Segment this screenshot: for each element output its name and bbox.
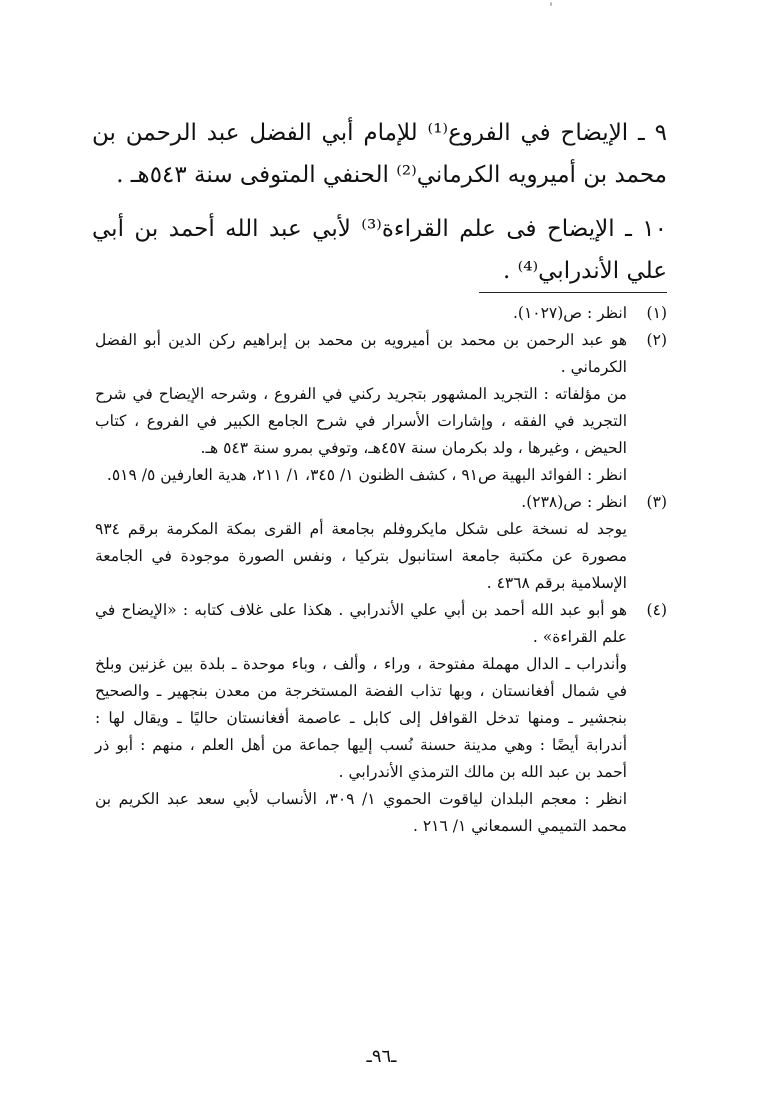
footnote-body: [95, 489, 627, 597]
footnote-number: (٤): [646, 601, 667, 619]
footnote-number: (٢): [646, 331, 667, 349]
footnote-number: (٣): [646, 493, 667, 511]
footnote-line: انظر : ص(٢٣٨).: [521, 493, 627, 511]
footnote-body: [95, 597, 627, 840]
footnote-line: انظر : ص(١٠٢٧).: [512, 304, 627, 322]
footnote-line: هو عبد الرحمن بن محمد بن أميرويه بن محمد بن إبراهيم ركن الدين أبو الفضل الكرماني .: [95, 331, 627, 376]
footnote-divider: [479, 292, 667, 293]
footnote-3: [95, 489, 667, 597]
footnotes: [95, 300, 667, 840]
main-paragraph-9: ٩ ـ الإيضاح في الفروع⁽¹⁾ للإمام أبي الفضل عبد الرحمن بن محمد بن أميرويه الكرماني⁽²⁾ الحنفي المتوفى سنة ٥٤٣هـ .: [92, 120, 668, 188]
footnote-line: هو أبو عبد الله أحمد بن أبي علي الأندرابي . هكذا على غلاف كتابه : «الإيضاح في علم القراءة» .: [95, 601, 627, 646]
main-text: [92, 112, 667, 304]
footnote-1: [95, 300, 667, 327]
footnote-line: انظر : الفوائد البهية ص٩١ ، كشف الظنون ١/ ٣٤٥، ١/ ٢١١، هدية العارفين ٥/ ٥١٩.: [106, 466, 627, 484]
footnote-body: [95, 327, 627, 489]
footnote-line: من مؤلفاته : التجريد المشهور بتجريد ركني في الفروع ، وشرحه الإيضاح في شرح التجريد في الفقه ، وإشارات الأسرار في شرح الجامع الكبير في الفروع ، كتاب الحيض ، وغيرها ، ولد بكرمان سنة ٤٥٧هـ، وتوفي بمرو سنة ٥٤٣ هـ.: [95, 385, 627, 457]
main-paragraph-10: ١٠ ـ الإيضاح فى علم القراءة⁽³⁾ لأبي عبد الله أحمد بن أبي علي الأندرابي⁽⁴⁾ .: [92, 216, 667, 284]
footnote-body: [95, 300, 627, 327]
footnote-2: [95, 327, 667, 489]
footnote-line: انظر : معجم البلدان لياقوت الحموي ١/ ٣٠٩، الأنساب لأبي سعد عبد الكريم بن محمد التميمي السمعاني ١/ ٢١٦ .: [95, 790, 628, 835]
footnote-line: وأندراب ـ الدال مهملة مفتوحة ، وراء ، وألف ، وباء موحدة ـ بلدة بين غزنين وبلخ في شمال أفغانستان ، وبها تذاب الفضة المستخرجة من معدن بنجهير ـ والصحيح بنجشير ـ ومنها تدخل القوافل إلى كابل ـ عاصمة أفغانستان حاليًا ـ ويقال لها : أندرابة أيضًا : وهي مدينة حسنة نُسب إليها جماعة من أهل العلم ، منهم : أبو ذر أحمد بن عبد الله بن مالك الترمذي الأندرابي .: [95, 655, 627, 781]
footnote-number: (١): [646, 304, 667, 322]
page-number: ـ٩٦ـ: [366, 1046, 397, 1067]
footnote-4: [95, 597, 667, 840]
footnote-line: يوجد له نسخة على شكل مايكروفلم بجامعة أم القرى بمكة المكرمة برقم ٩٣٤ مصورة عن مكتبة جامعة استانبول بتركيا ، ونفس الصورة موجودة في الجامعة الإسلامية برقم ٤٣٦٨ .: [95, 520, 627, 592]
